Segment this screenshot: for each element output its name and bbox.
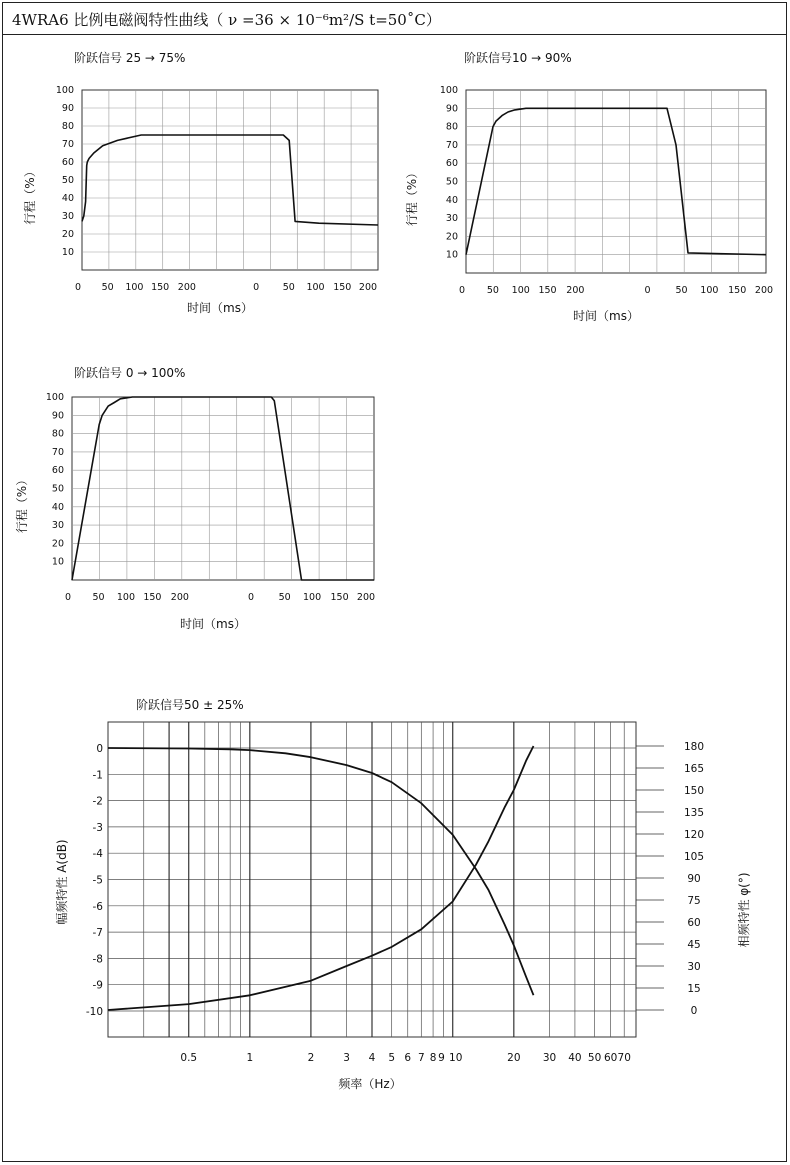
freq-ytick-label: -7 [92,927,103,940]
step1-xtick-label: 150 [151,282,170,293]
freq-ytick-label: -2 [92,795,103,808]
freq-xtick-label: 4 [368,1052,376,1064]
step1-ytick-label: 70 [61,139,74,150]
step3-ytick-label: 50 [51,483,64,495]
step3-ytick-label: 10 [51,556,64,568]
step2-xtick-label: 200 [754,285,774,296]
freq-y2tick-label: 0 [690,1005,698,1017]
freq-ytick-label: -4 [92,848,103,861]
step2-ytick-label: 60 [445,158,458,170]
step2-ytick-label: 20 [445,231,458,243]
step1-xtick-label: 0 [253,282,260,293]
step3-ytick-label: 30 [51,520,64,532]
step1-xtick-label: 50 [101,282,114,293]
step1-ytick-label: 50 [61,175,74,186]
step3-title: 阶跃信号 0 → 100% [74,366,186,380]
freq-ytick-label: 0 [96,743,103,755]
freq-ytick-label: -1 [92,769,103,782]
step3-xtick-label: 200 [170,592,189,603]
step2-xtick-label: 200 [566,285,585,296]
freq-phase-line [108,746,534,1010]
step2-xtick-label: 0 [644,285,651,296]
step2-xtick-label: 100 [700,285,719,296]
step2-xtick-label: 100 [511,285,530,296]
step1-ytick-label: 90 [61,103,74,114]
step3-ytick-label: 80 [51,428,64,440]
freq-ytick-label: -3 [92,821,103,834]
freq-y2label: 相频特性 φ(°) [737,872,751,948]
freq-title: 阶跃信号50 ± 25% [136,698,244,712]
freq-y2tick-label: 135 [683,807,705,819]
step1-xtick-label: 0 [74,282,82,293]
step1-ytick-label: 60 [61,157,74,168]
freq-y2tick-label: 165 [683,763,705,775]
freq-xtick-label: 7 [417,1052,425,1064]
freq-y2tick-label: 30 [687,961,701,973]
step2-title: 阶跃信号10 → 90% [464,51,572,65]
freq-xtick-label: 50 [587,1052,602,1064]
freq-xtick-label: 5 [388,1052,396,1064]
freq-xtick-label: 60 [603,1052,618,1064]
freq-xtick-label: 70 [617,1052,631,1064]
freq-y2tick-label: 180 [683,741,705,753]
freq-y2tick-label: 105 [683,851,705,863]
step3-xtick-label: 0 [64,592,72,603]
freq-ytick-label: -5 [92,874,103,887]
freq-y2tick-label: 150 [683,785,705,797]
step3-xtick-label: 200 [356,592,376,603]
freq-xtick-label: 1 [246,1052,254,1064]
freq-xlabel: 频率（Hz） [338,1077,402,1091]
step2-ytick-label: 10 [445,249,458,261]
freq-xtick-label: 6 [404,1052,412,1064]
freq-xtick-label: 20 [507,1052,521,1064]
step1-xtick-label: 100 [306,282,325,293]
freq-y2tick-label: 75 [687,895,701,907]
step1-xlabel: 时间（ms） [187,301,253,315]
step2-ylabel: 行程（%） [405,166,419,227]
step3-ytick-label: 40 [51,501,64,513]
step3-xtick-label: 50 [92,592,105,603]
step3-ytick-label: 20 [51,538,64,550]
step3-ytick-label: 100 [45,392,64,403]
step3-ytick-label: 90 [51,410,64,422]
freq-xtick-label: 0.5 [180,1052,198,1064]
freq-xtick-label: 3 [343,1052,350,1064]
step1-title: 阶跃信号 25 → 75% [74,51,186,65]
freq-xtick-label: 9 [438,1052,445,1064]
step3-xtick-label: 100 [303,592,322,603]
step2-ytick-label: 40 [445,194,458,206]
step2-ytick-label: 90 [445,103,458,115]
step1-ytick-label: 20 [61,229,74,240]
step3-xtick-label: 0 [248,592,255,603]
step1-ylabel: 行程（%） [23,165,37,225]
freq-y2tick-label: 120 [683,829,705,841]
freq-xtick-label: 10 [449,1052,463,1064]
freq-xtick-label: 30 [542,1052,557,1064]
freq-ytick-label: -10 [85,1006,103,1018]
freq-ytick-label: -9 [92,979,103,992]
freq-xtick-label: 2 [307,1052,315,1064]
step2-ytick-label: 100 [439,85,458,96]
page-title: 4WRA6 比例电磁阀特性曲线（ ν =36 × 10⁻⁶m²/S t=50˚C） [12,11,441,29]
step1-ytick-label: 40 [61,193,74,204]
step1-xtick-label: 200 [358,282,378,293]
step2-ytick-label: 70 [445,139,458,151]
step3-xtick-label: 50 [278,592,291,603]
step3-ylabel: 行程（%） [15,473,29,534]
step3-xtick-label: 150 [330,592,349,603]
step2-xtick-label: 0 [458,285,466,296]
step3-xtick-label: 150 [143,592,162,603]
freq-y2tick-label: 60 [687,917,701,929]
step2-xtick-label: 50 [675,285,688,296]
freq-xtick-label: 40 [568,1052,582,1064]
step1-ytick-label: 100 [55,85,74,96]
step2-xtick-label: 150 [728,285,747,296]
step1-ytick-label: 10 [61,247,74,258]
step3-ytick-label: 70 [51,446,64,458]
step3-xlabel: 时间（ms） [180,617,246,631]
step2-ytick-label: 80 [445,121,458,133]
freq-ytick-label: -8 [92,953,103,966]
step2-xtick-label: 50 [486,285,499,296]
freq-ytick-label: -6 [92,900,103,913]
step1-xtick-label: 50 [282,282,295,293]
step2-xtick-label: 150 [538,285,557,296]
freq-y2tick-label: 15 [687,983,701,995]
step3-ytick-label: 60 [51,465,64,477]
step1-ytick-label: 80 [61,121,74,132]
step1-xtick-label: 100 [125,282,144,293]
step2-xlabel: 时间（ms） [573,309,639,323]
freq-y2tick-label: 90 [687,873,701,885]
step1-xtick-label: 150 [333,282,352,293]
step1-xtick-label: 200 [177,282,196,293]
step2-ytick-label: 50 [445,176,458,188]
freq-ylabel: 幅频特性 A(dB) [55,839,69,925]
freq-y2tick-label: 45 [687,939,701,951]
step2-ytick-label: 30 [445,213,458,225]
freq-xtick-label: 8 [429,1052,437,1064]
step3-xtick-label: 100 [116,592,136,603]
step1-ytick-label: 30 [61,211,74,222]
